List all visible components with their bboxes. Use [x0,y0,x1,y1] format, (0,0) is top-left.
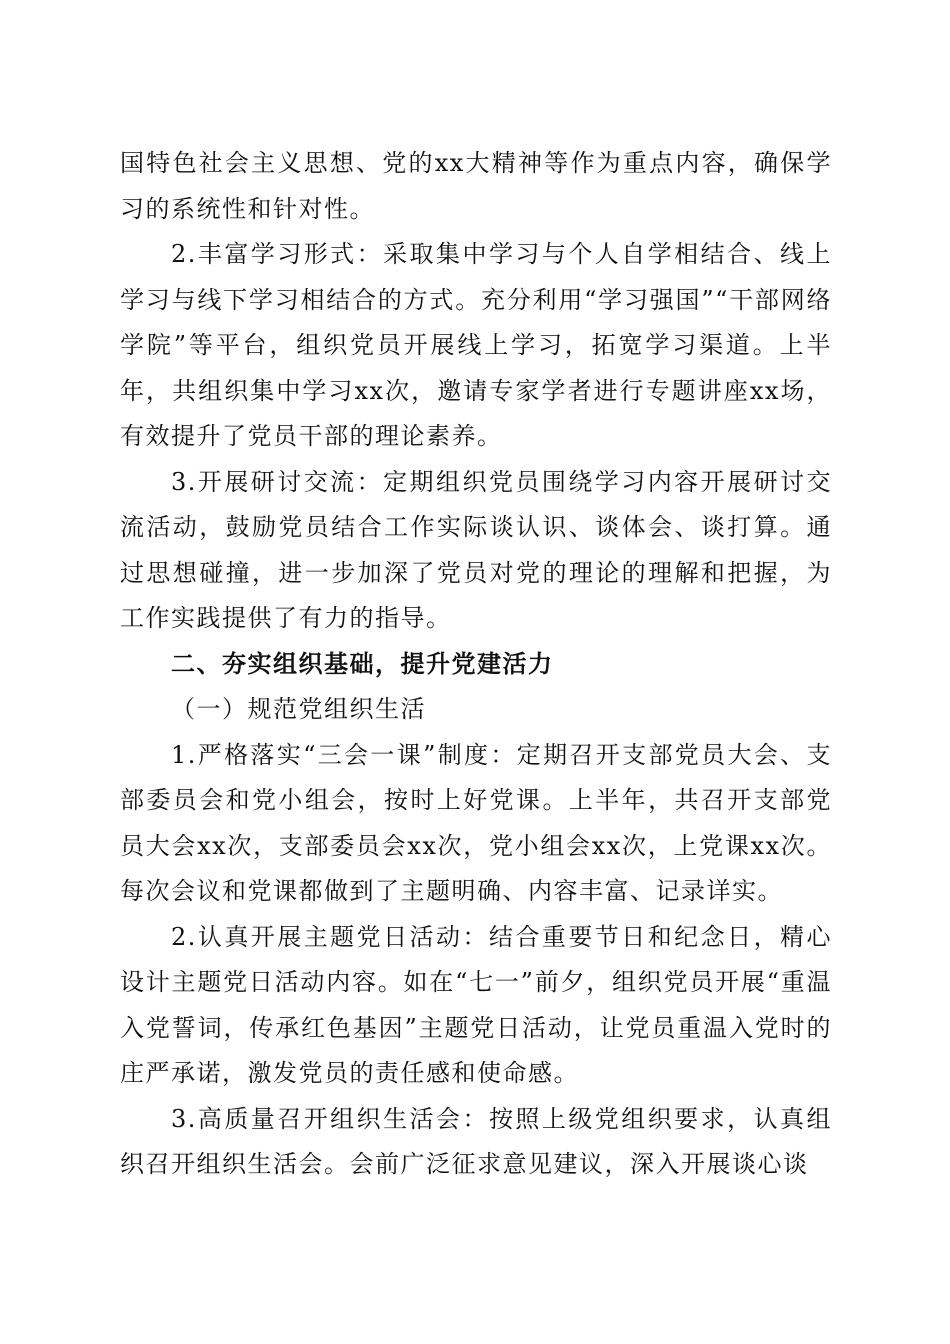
paragraph-organization-meeting: 3.高质量召开组织生活会：按照上级党组织要求，认真组织召开组织生活会。会前广泛征求意见建议，深入开展谈心谈 [120,1104,832,1178]
paragraph-seminar-exchange: 3.开展研讨交流：定期组织党员围绕学习内容开展研讨交流活动，鼓励党员结合工作实际谈认识、谈体会、谈打算。通过思想碰撞，进一步加深了党员对党的理论的理解和把握，为工作实践提供了有力的指导。 [120,467,832,632]
paragraph-study-forms: 2.丰富学习形式：采取集中学习与个人自学相结合、线上学习与线下学习相结合的方式。充分利用“学习强国”“干部网络学院”等平台，组织党员开展线上学习，拓宽学习渠道。上半年，共组织集中学习xx次，邀请专家学者进行专题讲座xx场，有效提升了党员干部的理论素养。 [120,240,832,450]
paragraph-theme-party-day: 2.认真开展主题党日活动：结合重要节日和纪念日，精心设计主题党日活动内容。如在“七一”前夕，组织党员开展“重温入党誓词，传承红色基因”主题党日活动，让党员重温入党时的庄严承诺，激发党员的责任感和使命感。 [120,922,832,1087]
document-body [120,141,832,1188]
paragraph-three-meetings: 1.严格落实“三会一课”制度：定期召开支部党员大会、支部委员会和党小组会，按时上好党课。上半年，共召开支部党员大会xx次，支部委员会xx次，党小组会xx次，上党课xx次。每次会议和党课都做到了主题明确、内容丰富、记录详实。 [120,740,832,905]
subsection-heading: （一）规范党组织生活 [171,695,426,723]
paragraph-continuation: 国特色社会主义思想、党的xx大精神等作为重点内容，确保学习的系统性和针对性。 [120,149,832,223]
section-heading: 二、夯实组织基础，提升党建活力 [171,649,554,678]
